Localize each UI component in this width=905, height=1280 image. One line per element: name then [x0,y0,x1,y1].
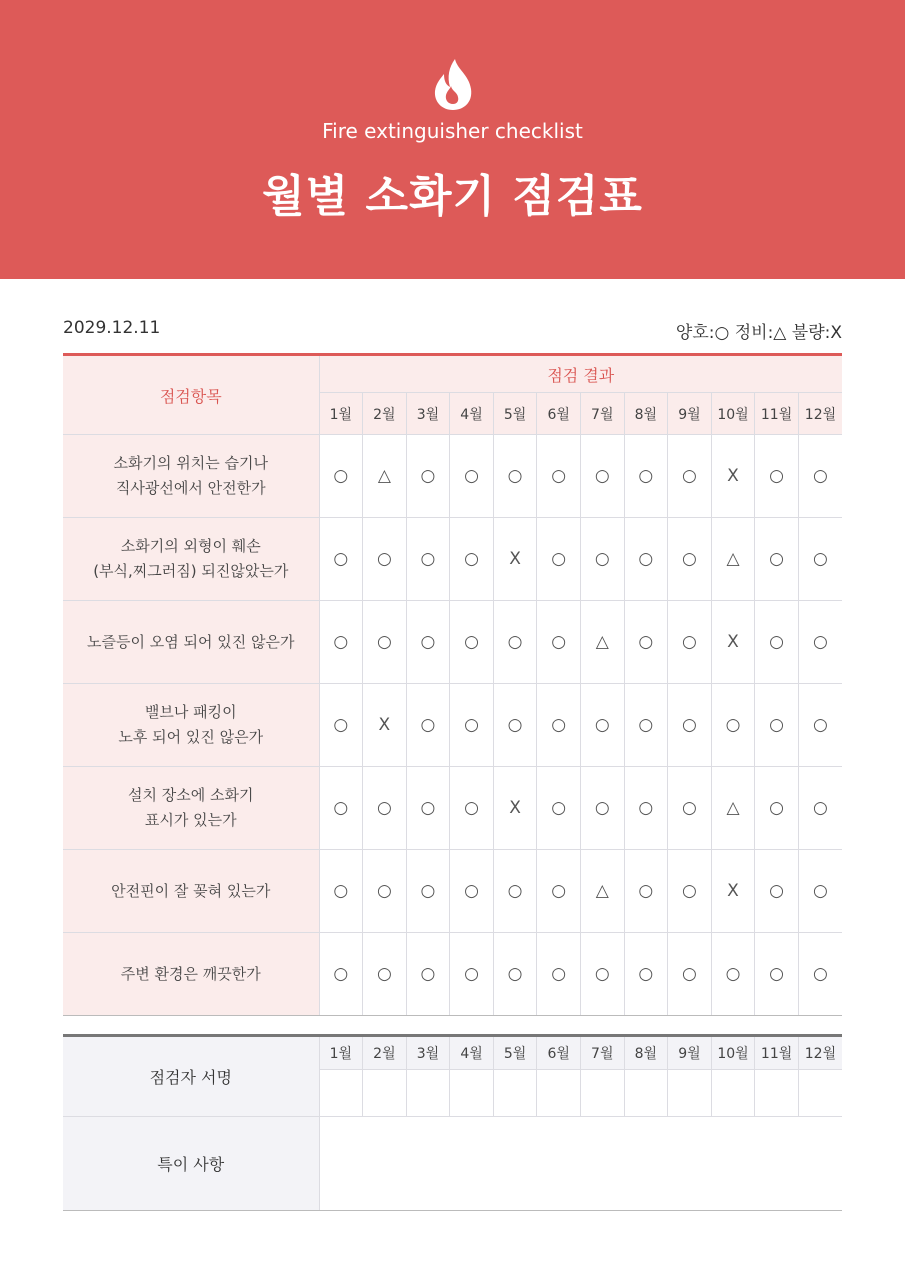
result-mark[interactable]: △ [580,601,624,684]
result-mark[interactable]: ○ [798,435,842,518]
result-mark[interactable]: ○ [319,601,363,684]
result-mark[interactable]: ○ [406,684,450,767]
result-mark[interactable]: ○ [755,684,799,767]
result-mark[interactable]: ○ [319,518,363,601]
result-mark[interactable]: ○ [668,435,712,518]
result-mark[interactable]: ○ [450,518,494,601]
signature-cell[interactable] [537,1070,581,1117]
result-mark[interactable]: ○ [798,933,842,1016]
result-mark[interactable]: ○ [363,933,407,1016]
result-mark[interactable]: X [363,684,407,767]
result-mark[interactable]: ○ [319,684,363,767]
result-mark[interactable]: ○ [493,933,537,1016]
result-mark[interactable]: X [711,850,755,933]
result-mark[interactable]: ○ [755,435,799,518]
signature-month-header: 3월 [406,1036,450,1070]
flame-icon [433,57,473,111]
check-item [63,435,319,518]
item-header: 점검항목 [63,355,319,435]
check-item-line: 밸브나 패킹이 [144,703,237,721]
check-item-line: 노후 되어 있진 않은가 [118,728,264,746]
result-mark[interactable]: △ [363,435,407,518]
signature-month-header: 5월 [493,1036,537,1070]
result-mark[interactable]: ○ [755,850,799,933]
result-mark[interactable]: ○ [755,601,799,684]
result-mark[interactable]: ○ [755,767,799,850]
check-item [63,850,319,933]
result-mark[interactable]: X [493,518,537,601]
result-mark[interactable]: X [711,435,755,518]
result-mark[interactable]: ○ [363,850,407,933]
result-mark[interactable]: ○ [798,601,842,684]
month-header: 7월 [580,393,624,435]
table-row [63,684,842,767]
check-item-line: 안전핀이 잘 꽂혀 있는가 [111,881,271,900]
signature-label: 점검자 서명 [63,1036,319,1117]
check-item [63,518,319,601]
signature-month-header: 1월 [319,1036,363,1070]
check-item [63,601,319,684]
result-mark[interactable]: ○ [580,767,624,850]
result-mark[interactable]: ○ [668,601,712,684]
month-header: 5월 [493,393,537,435]
result-mark[interactable]: ○ [711,684,755,767]
result-mark[interactable]: ○ [580,435,624,518]
notes-field[interactable] [319,1117,842,1211]
result-mark[interactable]: ○ [537,933,581,1016]
inspection-table [63,353,842,1016]
month-header: 11월 [755,393,799,435]
result-mark[interactable]: ○ [406,767,450,850]
result-mark[interactable]: ○ [537,684,581,767]
result-mark[interactable]: ○ [668,933,712,1016]
result-mark[interactable]: ○ [624,684,668,767]
result-mark[interactable]: ○ [363,767,407,850]
result-mark[interactable]: ○ [537,518,581,601]
signature-cell[interactable] [711,1070,755,1117]
result-mark[interactable]: ○ [537,601,581,684]
table-row [63,850,842,933]
result-mark[interactable]: ○ [493,684,537,767]
result-mark[interactable]: ○ [450,933,494,1016]
signature-cell[interactable] [319,1070,363,1117]
result-mark[interactable]: ○ [624,601,668,684]
month-header: 1월 [319,393,363,435]
page-title: 월별 소화기 점검표 [262,171,643,222]
result-mark[interactable]: ○ [450,850,494,933]
signature-month-header: 6월 [537,1036,581,1070]
result-mark[interactable]: ○ [450,684,494,767]
signature-month-header: 12월 [798,1036,842,1070]
signature-cell[interactable] [668,1070,712,1117]
signature-cell[interactable] [450,1070,494,1117]
date-label: 2029.12.11 [63,318,161,338]
check-item-line: 노즐등이 오염 되어 있진 않은가 [87,632,295,651]
check-item [63,933,319,1016]
signature-month-header: 10월 [711,1036,755,1070]
result-mark[interactable]: △ [580,850,624,933]
result-mark[interactable]: ○ [406,850,450,933]
check-item [63,767,319,850]
result-mark[interactable]: ○ [580,518,624,601]
signature-month-header: 9월 [668,1036,712,1070]
result-mark[interactable]: ○ [798,684,842,767]
check-item-line: 주변 환경은 깨끗한가 [120,964,261,983]
month-header: 3월 [406,393,450,435]
result-mark[interactable]: ○ [537,767,581,850]
result-mark[interactable]: ○ [493,435,537,518]
result-mark[interactable]: ○ [624,933,668,1016]
result-mark[interactable]: ○ [668,518,712,601]
check-item-line: 설치 장소에 소화기 [128,786,254,804]
header-banner [0,0,905,279]
signature-cell[interactable] [624,1070,668,1117]
check-item-line: (부식,찌그러짐) 되진않았는가 [93,562,289,580]
result-mark[interactable]: ○ [450,601,494,684]
result-mark[interactable]: X [493,767,537,850]
table-row [63,933,842,1016]
result-mark[interactable]: ○ [319,933,363,1016]
month-header: 8월 [624,393,668,435]
result-mark[interactable]: △ [711,518,755,601]
result-mark[interactable]: ○ [668,684,712,767]
result-mark[interactable]: ○ [537,850,581,933]
result-mark[interactable]: X [711,601,755,684]
result-mark[interactable]: ○ [580,933,624,1016]
result-mark[interactable]: ○ [319,435,363,518]
table-row [63,435,842,518]
result-mark[interactable]: ○ [363,518,407,601]
result-mark[interactable]: ○ [711,933,755,1016]
check-item-line: 소화기의 위치는 습기나 [113,454,268,472]
signature-month-header: 8월 [624,1036,668,1070]
result-mark[interactable]: ○ [363,601,407,684]
month-header: 9월 [668,393,712,435]
signature-cell[interactable] [406,1070,450,1117]
signature-cell[interactable] [755,1070,799,1117]
result-mark[interactable]: ○ [450,435,494,518]
signature-month-header: 7월 [580,1036,624,1070]
table-row [63,518,842,601]
result-mark[interactable]: ○ [406,933,450,1016]
month-header: 10월 [711,393,755,435]
month-header: 4월 [450,393,494,435]
month-header: 12월 [798,393,842,435]
signature-table [63,1034,842,1211]
result-mark[interactable]: ○ [450,767,494,850]
month-header: 2월 [363,393,407,435]
result-mark[interactable]: ○ [493,601,537,684]
signature-cell[interactable] [580,1070,624,1117]
result-mark[interactable]: ○ [537,435,581,518]
result-mark[interactable]: ○ [624,518,668,601]
result-mark[interactable]: △ [711,767,755,850]
signature-month-header: 4월 [450,1036,494,1070]
check-item-line: 표시가 있는가 [144,811,237,829]
result-mark[interactable]: ○ [755,518,799,601]
check-item-line: 소화기의 외형이 훼손 [120,537,261,555]
result-mark[interactable]: ○ [493,850,537,933]
result-mark[interactable]: ○ [406,601,450,684]
month-header: 6월 [537,393,581,435]
result-mark[interactable]: ○ [319,767,363,850]
result-mark[interactable]: ○ [624,767,668,850]
legend: 양호:○ 정비:△ 불량:X [675,323,842,343]
check-item [63,684,319,767]
subtitle: Fire extinguisher checklist [322,119,583,143]
check-item-line: 직사광선에서 안전한가 [115,479,266,497]
signature-cell[interactable] [493,1070,537,1117]
result-mark[interactable]: ○ [755,933,799,1016]
result-mark[interactable]: ○ [580,684,624,767]
signature-cell[interactable] [798,1070,842,1117]
result-mark[interactable]: ○ [624,435,668,518]
result-mark[interactable]: ○ [406,518,450,601]
signature-month-header: 11월 [755,1036,799,1070]
result-mark[interactable]: ○ [798,518,842,601]
signature-month-header: 2월 [363,1036,407,1070]
table-row [63,601,842,684]
result-header: 점검 결과 [319,355,842,393]
signature-cell[interactable] [363,1070,407,1117]
notes-label: 특이 사항 [63,1117,319,1211]
result-mark[interactable]: ○ [668,767,712,850]
table-row [63,767,842,850]
result-mark[interactable]: ○ [624,850,668,933]
result-mark[interactable]: ○ [798,767,842,850]
result-mark[interactable]: ○ [798,850,842,933]
result-mark[interactable]: ○ [668,850,712,933]
result-mark[interactable]: ○ [406,435,450,518]
result-mark[interactable]: ○ [319,850,363,933]
